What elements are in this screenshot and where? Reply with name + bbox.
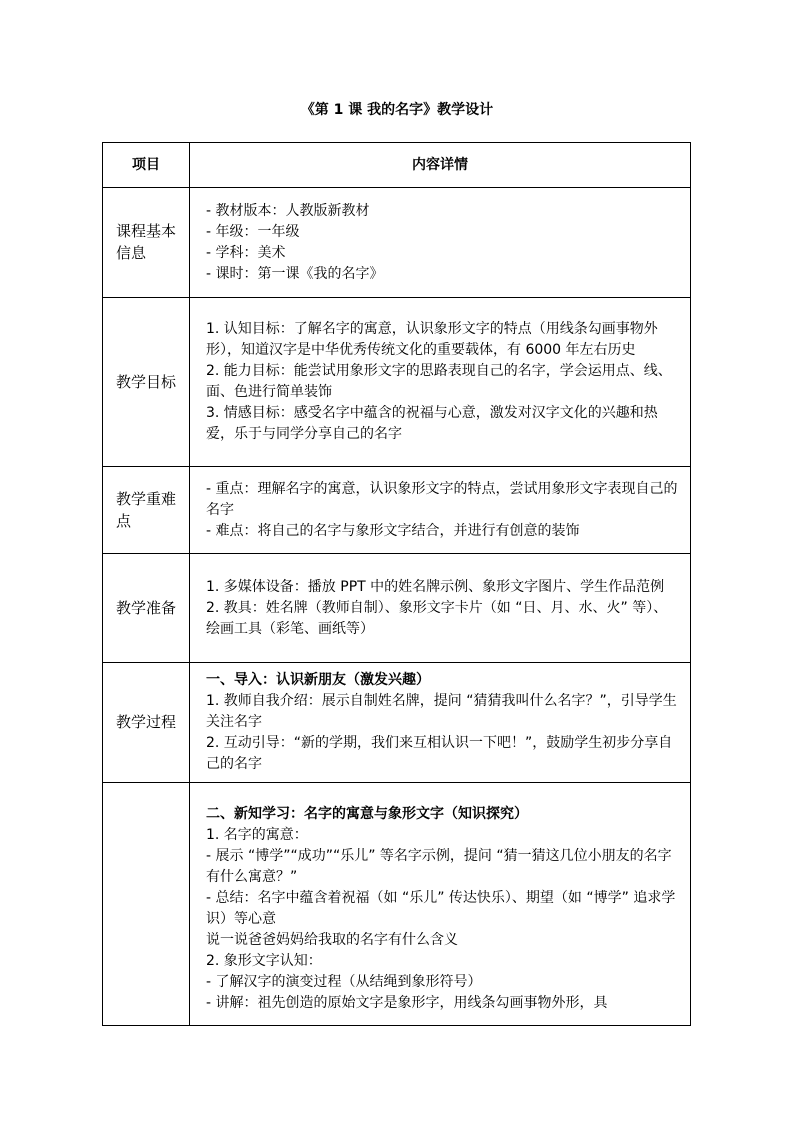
content-line: - 展示 “博学”“成功”“乐儿” 等名字示例，提问 “猜一猜这几位小朋友的名字有什么寓意？” bbox=[206, 848, 672, 885]
content-line: 3. 情感目标：感受名字中蕴含的祝福与心意，激发对汉字文化的兴趣和热爱，乐于与同学分享自己的名字 bbox=[206, 405, 658, 442]
content-line: - 了解汉字的演变过程（从结绳到象形符号） bbox=[206, 974, 482, 990]
row-content bbox=[190, 554, 691, 663]
table-row-course-info bbox=[103, 188, 691, 298]
content-line: 1. 名字的寓意： bbox=[206, 827, 308, 843]
row-content bbox=[190, 467, 691, 554]
section-heading: 二、新知学习：名字的寓意与象形文字（知识探究） bbox=[206, 806, 528, 822]
table-row-teaching-goals bbox=[103, 298, 691, 467]
content-line: 1. 多媒体设备：播放 PPT 中的姓名牌示例、象形文字图片、学生作品范例 bbox=[206, 578, 665, 595]
table-row-new-knowledge bbox=[103, 783, 691, 1026]
content-line: 2. 教具：姓名牌（教师自制）、象形文字卡片（如 “日、月、水、火” 等）、绘画工具（彩笔、画纸等） bbox=[206, 599, 668, 637]
row-label: 课程基本信息 bbox=[116, 222, 177, 262]
content-line: 2. 互动引导：“新的学期，我们来互相认识一下吧！”，鼓励学生初步分享自己的名字 bbox=[206, 735, 673, 772]
table-row-teaching-process bbox=[103, 663, 691, 783]
content-line: 2. 能力目标：能尝试用象形文字的思路表现自己的名字，学会运用点、线、面、色进行简单装饰 bbox=[206, 363, 672, 400]
row-label: 教学重难点 bbox=[116, 489, 177, 530]
row-label: 教学过程 bbox=[116, 713, 177, 731]
content-line: - 年级：一年级 bbox=[206, 223, 300, 240]
header-item: 项目 bbox=[103, 143, 190, 188]
content-line: - 总结：名字中蕴含着祝福（如 “乐儿” 传达快乐）、期望（如 “博学” 追求学识）等心意 bbox=[206, 890, 676, 927]
content-line: - 学科：美术 bbox=[206, 244, 286, 261]
content-line: 1. 教师自我介绍：展示自制姓名牌，提问 “猜猜我叫什么名字？”，引导学生关注名字 bbox=[206, 693, 677, 730]
content-line: - 教材版本：人教版新教材 bbox=[206, 202, 370, 219]
content-line: 说一说爸爸妈妈给我取的名字有什么含义 bbox=[206, 932, 458, 948]
content-line: 2. 象形文字认知： bbox=[206, 953, 322, 969]
header-content: 内容详情 bbox=[190, 143, 691, 188]
content-line: - 重点：理解名字的寓意，认识象形文字的特点，尝试用象形文字表现自己的名字 bbox=[206, 480, 678, 518]
content-line: - 讲解：祖先创造的原始文字是象形字，用线条勾画事物外形，具 bbox=[206, 995, 608, 1011]
row-label: 教学目标 bbox=[116, 372, 177, 391]
lesson-plan-table bbox=[102, 142, 691, 1026]
table-row-teaching-preparation bbox=[103, 554, 691, 663]
content-line: - 难点：将自己的名字与象形文字结合，并进行有创意的装饰 bbox=[206, 522, 580, 539]
content-line: 1. 认知目标：了解名字的寓意，认识象形文字的特点（用线条勾画事物外形），知道汉字是中华优秀传统文化的重要载体，有 6000 年左右历史 bbox=[206, 321, 658, 358]
section-heading: 一、导入：认识新朋友（激发兴趣） bbox=[206, 672, 430, 688]
row-label: 教学准备 bbox=[116, 598, 177, 617]
content-line: - 课时：第一课《我的名字》 bbox=[206, 265, 384, 282]
row-content bbox=[190, 783, 691, 1026]
document-title: 《第 1 课 我的名字》教学设计 bbox=[300, 102, 494, 118]
row-content bbox=[190, 298, 691, 467]
table-row-key-difficult-points bbox=[103, 467, 691, 554]
row-content bbox=[190, 188, 691, 298]
table-header-row bbox=[103, 143, 691, 188]
row-content bbox=[190, 663, 691, 783]
